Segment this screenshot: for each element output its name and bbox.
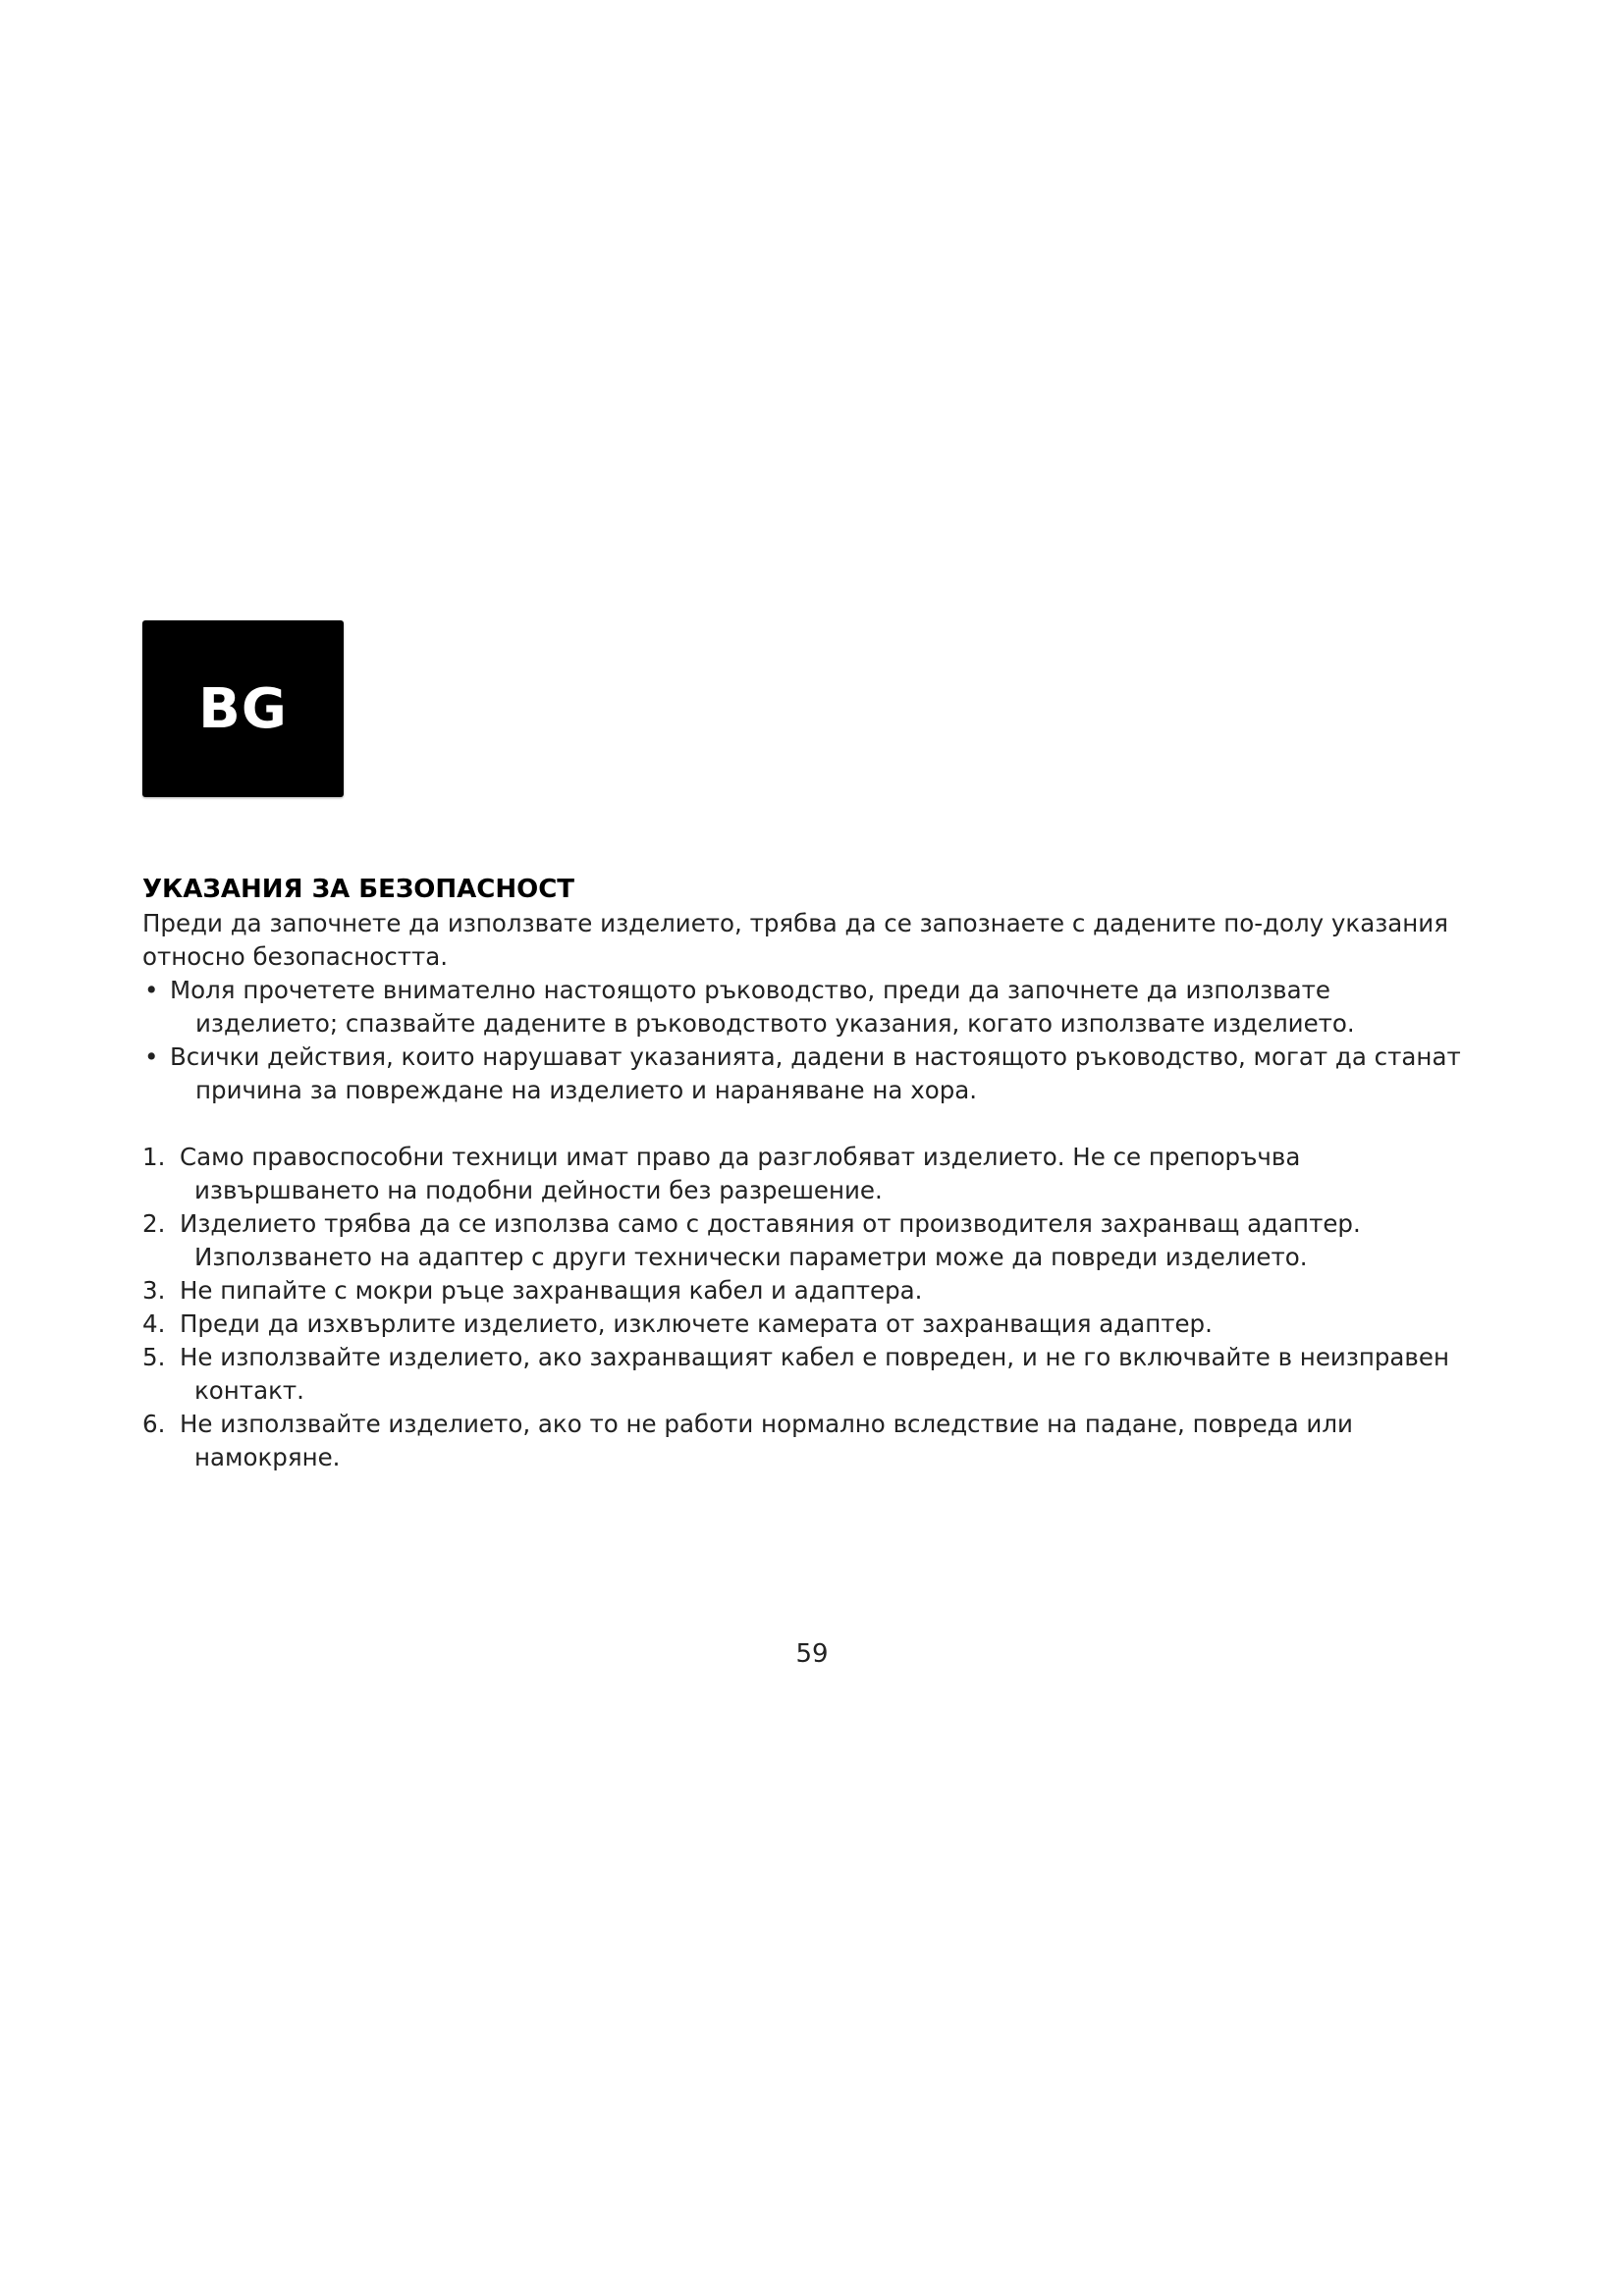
item-number: 2. — [142, 1209, 166, 1238]
item-line-1: Не използвайте изделието, ако захранващият кабел е повреден, и не го включвайте в неизправен — [180, 1343, 1449, 1371]
bullet-line-1: Моля прочетете внимателно настоящото ръководство, преди да започнете да използвате — [170, 976, 1330, 1004]
item-line-2: извършването на подобни дейности без разрешение. — [194, 1176, 883, 1204]
item-line-2: намокряне. — [194, 1443, 341, 1471]
item-number: 6. — [142, 1410, 166, 1438]
bullet-list — [142, 974, 1507, 1107]
bullet-icon: • — [144, 1042, 159, 1071]
item-number: 5. — [142, 1343, 166, 1371]
item-line-1: Преди да изхвърлите изделието, изключете камерата от захранващия адаптер. — [180, 1309, 1213, 1338]
item-number: 1. — [142, 1143, 166, 1171]
numbered-item — [142, 1207, 1507, 1274]
page-number: 59 — [795, 1639, 829, 1669]
item-line-1: Само правоспособни техници имат право да разглобяват изделието. Не се препоръчва — [180, 1143, 1301, 1171]
language-badge — [142, 620, 344, 797]
bullet-item — [142, 1041, 1507, 1107]
bullet-item — [142, 974, 1507, 1041]
numbered-item — [142, 1141, 1507, 1207]
bullet-icon: • — [144, 976, 159, 1004]
language-badge-label: BG — [198, 676, 288, 741]
numbered-item — [142, 1274, 1507, 1308]
intro-line-2: относно безопасността. — [142, 942, 449, 971]
item-line-1: Не пипайте с мокри ръце захранващия кабел и адаптера. — [180, 1276, 923, 1305]
item-line-1: Изделието трябва да се използва само с доставяния от производителя захранващ адаптер. — [180, 1209, 1361, 1238]
numbered-item — [142, 1308, 1507, 1341]
bullet-line-1: Всички действия, които нарушават указанията, дадени в настоящото ръководство, могат да станат — [170, 1042, 1461, 1071]
item-line-2: контакт. — [194, 1376, 304, 1405]
item-line-2: Използването на адаптер с други технически параметри може да повреди изделието. — [194, 1243, 1308, 1271]
item-number: 4. — [142, 1309, 166, 1338]
intro-line-1: Преди да започнете да използвате изделието, трябва да се запознаете с дадените по-долу указания — [142, 909, 1448, 937]
bullet-line-2: причина за повреждане на изделието и нараняване на хора. — [195, 1076, 978, 1104]
bullet-line-2: изделието; спазвайте дадените в ръководството указания, когато използвате изделието. — [195, 1009, 1355, 1038]
safety-section — [142, 872, 1507, 1474]
item-line-1: Не използвайте изделието, ако то не работи нормално вследствие на падане, повреда или — [180, 1410, 1353, 1438]
section-title: УКАЗАНИЯ ЗА БЕЗОПАСНОСТ — [142, 875, 575, 904]
numbered-list — [142, 1141, 1507, 1474]
numbered-item — [142, 1341, 1507, 1408]
intro-paragraph — [142, 907, 1507, 974]
item-number: 3. — [142, 1276, 166, 1305]
numbered-item — [142, 1408, 1507, 1474]
